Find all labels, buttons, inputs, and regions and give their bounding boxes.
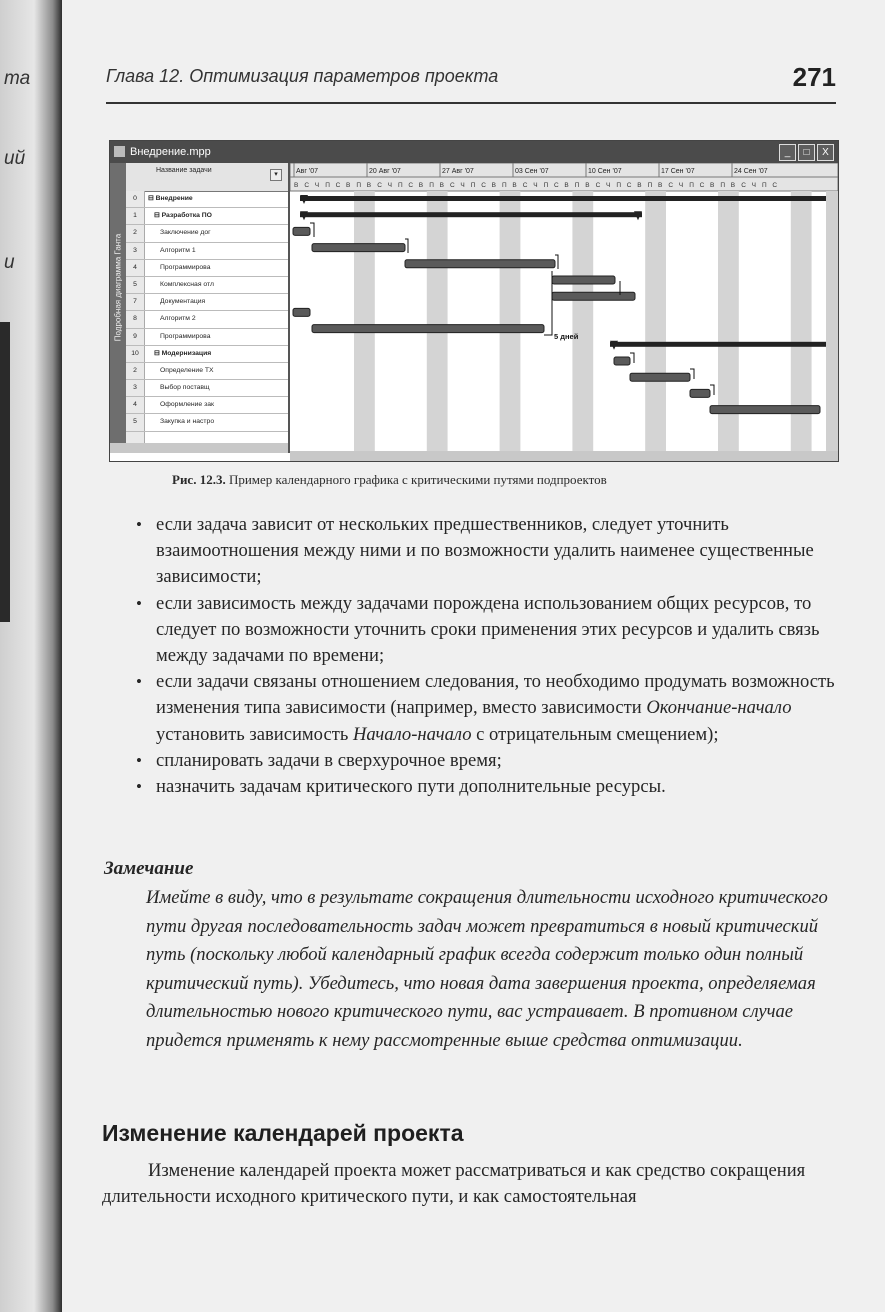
day-label: Ч — [606, 182, 611, 189]
day-label: С — [741, 182, 746, 189]
task-bar — [293, 227, 310, 235]
task-rows — [126, 191, 288, 449]
close-button[interactable]: X — [817, 144, 834, 161]
running-header — [106, 62, 836, 104]
note-text: Имейте в виду, что в результате сокращения длительности исходного критического пути другая последовательность задач может превратиться в новый критический путь (поскольку любой календарный график всегда содержит только один полный критический путь). Убедитесь, что новая дата завершения проекта, определяемая длительностью нового критического пути, вас устраивает. В противном случае придется применять к нему рассмотренные выше средства оптимизации. — [146, 887, 828, 1051]
row-id: 0 — [126, 191, 145, 207]
task-bar — [690, 389, 710, 397]
task-bar — [312, 244, 405, 252]
table-row[interactable] — [126, 329, 288, 346]
section-heading: Изменение календарей проекта — [102, 1120, 464, 1146]
day-label: П — [762, 182, 767, 189]
row-id: 8 — [126, 311, 145, 327]
day-label: В — [439, 182, 444, 189]
day-label: В — [585, 182, 590, 189]
day-label: В — [637, 182, 642, 189]
edge-fragment: и — [4, 252, 15, 273]
row-id: 2 — [126, 225, 145, 241]
row-id: 2 — [126, 363, 145, 379]
table-row[interactable] — [126, 191, 288, 208]
weekend-band — [572, 191, 593, 451]
maximize-button[interactable]: □ — [798, 144, 815, 161]
row-id: 9 — [126, 329, 145, 345]
row-id: 1 — [126, 208, 145, 224]
task-name: Алгоритм 2 — [160, 315, 196, 323]
day-label: С — [626, 182, 632, 189]
day-label: В — [491, 182, 496, 189]
day-label: П — [470, 182, 476, 189]
dependency-link — [544, 271, 552, 335]
task-name: ⊟ Внедрение — [148, 195, 193, 202]
lag-annotation: 5 дней — [554, 332, 579, 341]
row-id: 4 — [126, 260, 145, 276]
note-title: Замечание — [104, 858, 194, 879]
week-label: 17 Сен '07 — [661, 168, 695, 175]
table-row[interactable] — [126, 380, 288, 397]
task-name: Документация — [160, 298, 206, 306]
task-name: Оформление зак — [160, 401, 214, 409]
page-number: 271 — [792, 62, 836, 92]
figure-caption-text: Пример календарного графика с критическими путями подпроектов — [225, 472, 607, 487]
summary-bar — [610, 342, 835, 347]
row-id: 4 — [126, 397, 145, 413]
book-page — [62, 0, 885, 1312]
row-id: 5 — [126, 414, 145, 430]
edge-fragment: ий — [4, 148, 26, 169]
day-label: Ч — [678, 182, 684, 189]
day-label: П — [325, 182, 330, 189]
list-item: • спланировать задачи в сверхурочное время; — [106, 748, 841, 774]
task-name: Выбор поставщ — [160, 384, 210, 392]
weekend-band — [645, 191, 666, 451]
day-label: С — [699, 182, 705, 189]
vertical-scrollbar — [826, 191, 838, 451]
chapter-title: Глава 12. Оптимизация параметров проекта — [106, 66, 499, 86]
edge-fragment: та — [4, 68, 31, 89]
week-label: 10 Сен '07 — [588, 168, 622, 175]
table-row[interactable] — [126, 277, 288, 294]
day-label: Ч — [314, 182, 320, 189]
section-paragraph: Изменение календарей проекта может рассматриваться и как средство сокращения длительности исходного критического пути, и как самостоятельная — [102, 1160, 806, 1207]
task-name: Программирова — [160, 263, 211, 271]
day-label: П — [720, 182, 726, 189]
list-item: • если задача зависит от нескольких предшественников, следует уточнить взаимоотношения между ними и по возможности удалить наименее существенные зависимости; — [106, 512, 841, 591]
day-label: С — [408, 182, 414, 189]
week-label: Авг '07 — [296, 168, 319, 175]
task-bar — [405, 260, 555, 268]
table-row[interactable] — [126, 311, 288, 328]
minimize-button[interactable]: _ — [779, 144, 796, 161]
task-name: Комплексная отл — [160, 280, 214, 288]
task-bar — [552, 292, 635, 300]
day-label: Ч — [751, 182, 756, 189]
day-label: В — [294, 182, 299, 189]
table-row[interactable] — [126, 414, 288, 431]
day-label: С — [595, 182, 601, 189]
task-name: ⊟ Модернизация — [154, 349, 212, 357]
task-bar — [614, 357, 630, 365]
column-header[interactable]: Название задачи — [156, 167, 212, 174]
day-label: С — [481, 182, 486, 189]
table-row[interactable] — [126, 208, 288, 225]
bullet-list — [106, 512, 841, 800]
task-bar — [293, 308, 310, 316]
day-label: В — [512, 182, 517, 189]
day-label: В — [710, 182, 715, 189]
project-icon — [114, 146, 125, 157]
table-row[interactable] — [126, 363, 288, 380]
day-label: Ч — [387, 182, 392, 189]
horizontal-scrollbar — [290, 451, 838, 461]
day-label: В — [730, 182, 736, 189]
day-label: П — [616, 182, 622, 189]
day-label: С — [554, 182, 559, 189]
day-label: П — [689, 182, 694, 189]
task-name: ⊟ Разработка ПО — [154, 212, 212, 220]
day-label: П — [647, 182, 653, 189]
summary-bar — [300, 212, 642, 217]
dependency-link — [310, 223, 314, 237]
table-row[interactable] — [126, 260, 288, 277]
task-name: Закупка и настро — [160, 418, 215, 426]
summary-bar — [300, 196, 835, 201]
table-row[interactable] — [126, 346, 288, 363]
gantt-chart — [290, 163, 838, 461]
day-label: В — [346, 182, 351, 189]
day-label: С — [377, 182, 382, 189]
dependency-link — [690, 369, 694, 379]
day-label: П — [543, 182, 549, 189]
grid-scrollbar[interactable] — [110, 443, 288, 453]
table-row[interactable] — [126, 294, 288, 311]
row-id: 3 — [126, 380, 145, 396]
day-label: П — [356, 182, 362, 189]
figure-caption — [172, 472, 832, 488]
day-label: В — [658, 182, 663, 189]
row-id: 7 — [126, 294, 145, 310]
dependency-link — [710, 385, 714, 395]
task-name: Определение ТХ — [160, 366, 214, 374]
week-label: 27 Авг '07 — [442, 168, 474, 175]
figure-label: Рис. 12.3. — [172, 472, 226, 487]
day-label: П — [502, 182, 507, 189]
table-row[interactable] — [126, 225, 288, 242]
list-item: • назначить задачам критического пути дополнительные ресурсы. — [106, 774, 841, 800]
view-bar[interactable] — [110, 163, 126, 443]
row-id: 3 — [126, 243, 145, 259]
list-item: • если зависимость между задачами порождена использованием общих ресурсов, то следует по возможности уточнить сроки применения этих ресурсов и удалить связь между задачами по времени; — [106, 591, 841, 670]
row-id: 5 — [126, 277, 145, 293]
day-label: С — [450, 182, 455, 189]
day-label: С — [304, 182, 310, 189]
task-bar — [552, 276, 615, 284]
week-label: 03 Сен '07 — [515, 168, 549, 175]
task-bar — [710, 406, 820, 414]
day-label: В — [366, 182, 372, 189]
day-label: В — [418, 182, 424, 189]
chevron-down-icon[interactable]: ▾ — [270, 169, 282, 181]
window-title: Внедрение.mpp — [130, 146, 211, 158]
week-label: 24 Сен '07 — [734, 168, 768, 175]
task-name: Заключение дог — [160, 229, 211, 237]
dependency-link — [630, 353, 634, 363]
grid-header — [126, 163, 288, 192]
table-row[interactable] — [126, 397, 288, 414]
task-name: Алгоритм 1 — [160, 246, 196, 254]
gantt-window — [109, 140, 839, 462]
edge-bar — [0, 322, 10, 622]
week-label: 20 Авг '07 — [369, 168, 401, 175]
day-label: П — [398, 182, 403, 189]
row-id: 10 — [126, 346, 145, 362]
view-label: Подробная диаграмма Ганта — [113, 233, 123, 342]
day-label: С — [668, 182, 674, 189]
list-item: • если задачи связаны отношением следования, то необходимо продумать возможность изменения типа зависимости (например, вместо зависимости Окончание-начало установить зависимость Начало-начало с отрицательным смещением); — [106, 669, 841, 748]
binding-edge — [0, 0, 62, 1312]
day-label: П — [574, 182, 580, 189]
task-grid — [110, 163, 290, 453]
task-bar — [630, 373, 690, 381]
task-bar — [312, 325, 544, 333]
weekend-band — [427, 191, 448, 451]
day-label: Ч — [533, 182, 538, 189]
weekend-band — [500, 191, 521, 451]
day-label: С — [522, 182, 528, 189]
day-label: С — [335, 182, 341, 189]
day-label: Ч — [460, 182, 465, 189]
day-label: В — [564, 182, 569, 189]
table-row[interactable] — [126, 243, 288, 260]
day-label: С — [772, 182, 778, 189]
gantt-svg — [290, 163, 838, 461]
window-titlebar — [110, 141, 838, 163]
day-label: П — [429, 182, 434, 189]
task-name: Программирова — [160, 332, 211, 340]
weekend-band — [354, 191, 375, 451]
